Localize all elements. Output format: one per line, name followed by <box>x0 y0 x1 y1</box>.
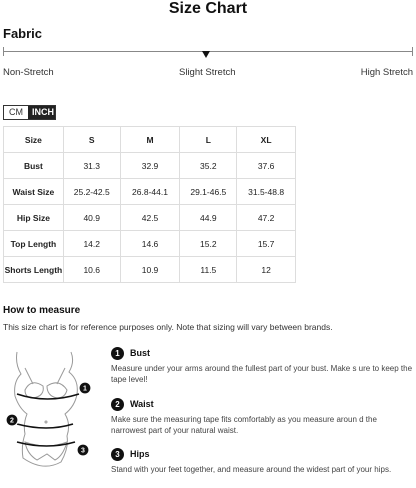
table-cell: 37.6 <box>237 153 296 179</box>
marker-2-label: 2 <box>10 417 14 425</box>
step-name: Bust <box>130 348 150 358</box>
measure-step-waist <box>111 397 413 436</box>
table-row <box>4 231 296 257</box>
size-table <box>3 126 296 283</box>
body-measurement-figure <box>3 350 99 485</box>
column-header: Size <box>4 127 64 153</box>
column-header: M <box>120 127 180 153</box>
measure-step-hips <box>111 447 413 475</box>
scale-tick-left <box>3 47 4 56</box>
table-cell: 10.9 <box>120 257 180 283</box>
step-number-badge: 2 <box>111 398 124 411</box>
step-description: Measure under your arms around the fullest part of your bust. Make s ure to keep the tape level! <box>111 364 413 384</box>
scale-label-non-stretch: Non-Stretch <box>3 67 54 78</box>
row-header: Waist Size <box>4 179 64 205</box>
table-cell: 15.2 <box>180 231 237 257</box>
table-row <box>4 205 296 231</box>
table-cell: 26.8-44.1 <box>120 179 180 205</box>
unit-toggle <box>3 105 56 120</box>
step-number-badge: 3 <box>111 448 124 461</box>
table-row <box>4 153 296 179</box>
table-cell: 14.2 <box>63 231 120 257</box>
table-cell: 11.5 <box>180 257 237 283</box>
table-cell: 32.9 <box>120 153 180 179</box>
scale-label-slight-stretch: Slight Stretch <box>179 67 236 78</box>
measure-step-bust <box>111 346 413 385</box>
marker-1-label: 1 <box>83 385 87 393</box>
scale-label-high-stretch: High Stretch <box>360 67 413 78</box>
table-cell: 14.6 <box>120 231 180 257</box>
fabric-label: Fabric <box>3 26 43 41</box>
table-cell: 31.5-48.8 <box>237 179 296 205</box>
column-header: L <box>180 127 237 153</box>
scale-tick-right <box>412 47 413 56</box>
table-cell: 15.7 <box>237 231 296 257</box>
table-cell: 44.9 <box>180 205 237 231</box>
table-cell: 29.1-46.5 <box>180 179 237 205</box>
stretch-marker-icon <box>202 51 210 58</box>
step-description: Stand with your feet together, and measure around the widest part of your hips. <box>111 465 392 474</box>
table-cell: 35.2 <box>180 153 237 179</box>
step-description: Make sure the measuring tape fits comfortably as you measure aroun d the narrowest part of your natural waist. <box>111 415 377 435</box>
unit-inch-button[interactable]: INCH <box>28 106 55 119</box>
row-header: Hip Size <box>4 205 64 231</box>
column-header: S <box>63 127 120 153</box>
how-to-measure-note: This size chart is for reference purposes only. Note that sizing will vary between brands. <box>3 322 333 332</box>
how-to-measure-title: How to measure <box>3 305 81 316</box>
marker-3-label: 3 <box>81 447 85 455</box>
row-header: Bust <box>4 153 64 179</box>
table-cell: 47.2 <box>237 205 296 231</box>
table-cell: 10.6 <box>63 257 120 283</box>
unit-cm-button[interactable]: CM <box>4 106 28 119</box>
step-name: Waist <box>130 399 154 409</box>
table-row <box>4 179 296 205</box>
table-cell: 31.3 <box>63 153 120 179</box>
table-cell: 25.2-42.5 <box>63 179 120 205</box>
table-row <box>4 257 296 283</box>
step-number-badge: 1 <box>111 347 124 360</box>
column-header: XL <box>237 127 296 153</box>
row-header: Top Length <box>4 231 64 257</box>
table-cell: 12 <box>237 257 296 283</box>
step-name: Hips <box>130 449 150 459</box>
table-cell: 40.9 <box>63 205 120 231</box>
table-cell: 42.5 <box>120 205 180 231</box>
page-title: Size Chart <box>168 0 248 17</box>
table-header-row <box>4 127 296 153</box>
row-header: Shorts Length <box>4 257 64 283</box>
